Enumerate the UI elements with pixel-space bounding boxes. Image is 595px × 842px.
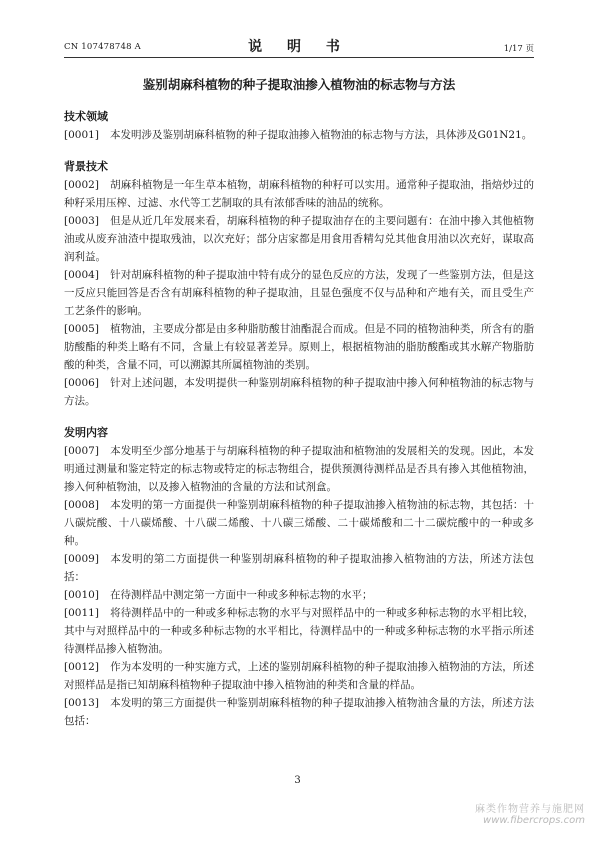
paragraph-number: [0001] (64, 129, 99, 141)
paragraph-text: 本发明至少部分地基于与胡麻科植物的种子提取油和植物油的发展相关的发现。因此，本发明通过测量和鉴定特定的标志物或特定的标志物组合，提供预测待测样品是否具有掺入其他植物油，掺入何种植物油，以及掺入植物油的含量的方法和试剂盒。 (64, 445, 534, 493)
paragraph-text: 在待测样品中测定第一方面中一种或多种标志物的水平； (110, 589, 373, 601)
paragraph-text: 针对胡麻科植物的种子提取油中特有成分的显色反应的方法，发现了一些鉴别方法，但是这一反应只能回答是否含有胡麻科植物的种子提取油，且显色强度不仅与品种和产地有关，而且受生产工艺条件的影响。 (64, 269, 534, 317)
paragraph-text: 本发明的第三方面提供一种鉴别胡麻科植物的种子提取油掺入植物油含量的方法，所述方法包括： (64, 697, 534, 727)
paragraph-text: 胡麻科植物是一年生草本植物，胡麻科植物的种籽可以实用。通常种子提取油，指焙炒过的种籽采用压榨、过滤、水代等工艺制取的具有浓郁香味的油品的统称。 (64, 179, 534, 209)
watermark (475, 800, 585, 826)
page-indicator: 1/17 页 (503, 44, 534, 54)
paragraph-text: 本发明的第二方面提供一种鉴别胡麻科植物的种子提取油掺入植物油的方法，所述方法包括： (64, 553, 534, 583)
paragraph-text: 针对上述问题，本发明提供一种鉴别胡麻科植物的种子提取油中掺入何种植物油的标志物与方法。 (64, 377, 534, 407)
header-rule (64, 57, 534, 58)
paragraph-number: [0013] (64, 697, 99, 709)
document-body (64, 108, 534, 730)
paragraph (64, 442, 534, 496)
document-type: 说 明 书 (248, 39, 350, 55)
paragraph (64, 266, 534, 320)
paragraph-number: [0012] (64, 661, 99, 673)
section-heading: 发明内容 (64, 426, 108, 439)
paragraph (64, 176, 534, 212)
paragraph (64, 694, 534, 730)
paragraph-text: 但是从近几年发展来看，胡麻科植物的种子提取油存在的主要问题有：在油中掺入其他植物油或从废弃油渣中提取残油，以次充好；部分店家都是用食用香精勾兑其他食用油以次充好，谋取高润利益。 (64, 215, 534, 263)
paragraph (64, 126, 534, 144)
paragraph (64, 374, 534, 410)
paragraph-text: 本发明的第一方面提供一种鉴别胡麻科植物的种子提取油掺入植物油的标志物，其包括：十八碳烷酸、十八碳烯酸、十八碳二烯酸、十八碳三烯酸、二十碳烯酸和二十二碳烷酸中的一种或多种。 (64, 499, 534, 547)
section-heading: 技术领域 (64, 110, 108, 123)
paragraph-number: [0008] (64, 499, 99, 511)
paragraph-number: [0009] (64, 553, 99, 565)
paragraph-number: [0005] (64, 323, 99, 335)
paragraph-number: [0003] (64, 215, 99, 227)
paragraph (64, 586, 534, 604)
paragraph-number: [0006] (64, 377, 99, 389)
paragraph-number: [0002] (64, 179, 99, 191)
paragraph-text: 本发明涉及鉴别胡麻科植物的种子提取油掺入植物油的标志物与方法，具体涉及G01N21。 (110, 129, 533, 141)
page-number: 3 (294, 775, 301, 786)
page-header (64, 36, 534, 56)
paragraph (64, 550, 534, 586)
paragraph (64, 496, 534, 550)
watermark-site-name: 麻类作物营养与施肥网 (475, 804, 585, 815)
paragraph-text: 植物油，主要成分都是由多种脂肪酸甘油酯混合而成。但是不同的植物油种类，所含有的脂肪酸酯的种类上略有不同，含量上有较显著差异。原则上，根据植物油的脂肪酸酯或其水解产物脂肪酸的种类，含量不同，可以溯源其所属植物油的类别。 (64, 323, 534, 371)
paragraph (64, 320, 534, 374)
publication-number: CN 107478748 A (64, 42, 141, 52)
paragraph-number: [0004] (64, 269, 99, 281)
watermark-url: www.fibercrops.com (483, 815, 585, 826)
paragraph-number: [0011] (64, 607, 99, 619)
paragraph (64, 658, 534, 694)
document-title: 鉴别胡麻科植物的种子提取油掺入植物油的标志物与方法 (142, 77, 456, 92)
paragraph-text: 将待测样品中的一种或多种标志物的水平与对照样品中的一种或多种标志物的水平相比较，其中与对照样品中的一种或多种标志物的水平相比，待测样品中的一种或多种标志物的水平指示所述待测样品掺入植物油。 (64, 607, 534, 655)
paragraph-number: [0010] (64, 589, 99, 601)
section-heading: 背景技术 (64, 160, 108, 173)
paragraph-number: [0007] (64, 445, 99, 457)
paragraph-text: 作为本发明的一种实施方式，上述的鉴别胡麻科植物的种子提取油掺入植物油的方法，所述对照样品是指已知胡麻科植物种子提取油中掺入植物油的种类和含量的样品。 (64, 661, 534, 691)
paragraph (64, 212, 534, 266)
paragraph (64, 604, 534, 658)
